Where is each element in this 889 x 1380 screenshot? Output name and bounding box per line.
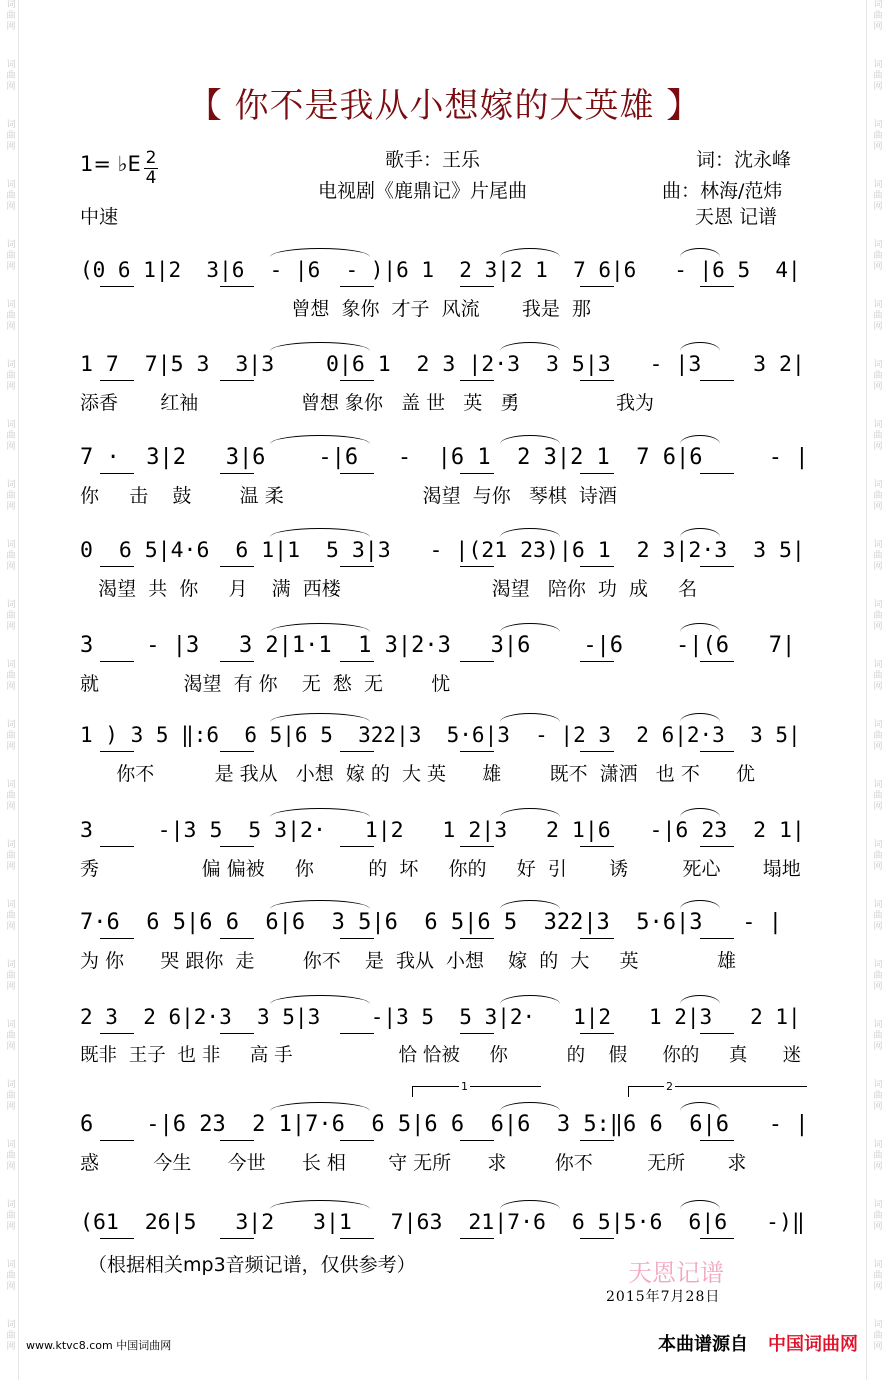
slur-mark <box>500 900 560 909</box>
slur-mark <box>270 808 370 817</box>
beat-underline <box>340 938 374 939</box>
beat-underline <box>100 1238 134 1239</box>
slur-mark <box>500 713 560 722</box>
slur-mark <box>680 713 720 722</box>
lyric-line: 为 你 哭 跟你 走 你不 是 我从 小想 嫁 的 大 英 雄 <box>80 950 737 972</box>
beat-underline <box>220 566 254 567</box>
volta-first-number: 1 <box>461 1080 468 1093</box>
beat-underline <box>460 473 494 474</box>
watermark-text: 词 曲 网 <box>873 60 883 92</box>
lyric-line: 曾想 象你 才子 风流 我是 那 <box>80 298 591 320</box>
transcriber-stamp: 天恩记谱 <box>628 1259 724 1287</box>
source: 电视剧《鹿鼎记》片尾曲 <box>318 180 528 202</box>
slur-mark <box>500 1102 560 1111</box>
lyric-line: 你不 是 我从 小想 嫁 的 大 英 雄 既不 潇洒 也 不 优 <box>80 763 756 785</box>
slur-mark <box>270 435 370 444</box>
beat-underline <box>580 380 614 381</box>
beat-underline <box>340 380 374 381</box>
watermark-text: 词 曲 网 <box>873 300 883 332</box>
slur-mark <box>270 528 370 537</box>
slur-mark <box>680 995 720 1004</box>
beat-underline <box>460 1033 494 1034</box>
slur-mark <box>680 808 720 817</box>
watermark-text: 词 曲 网 <box>873 960 883 992</box>
margin-guide-left <box>18 0 19 1380</box>
watermark-text: 词 曲 网 <box>873 360 883 392</box>
slur-mark <box>500 248 560 257</box>
time-signature-top: 2 <box>145 148 157 168</box>
watermark-text: 词 曲 网 <box>6 1320 16 1352</box>
beat-underline <box>100 1033 134 1034</box>
lyric-line: 既非 王子 也 非 高 手 恰 恰被 你 的 假 你的 真 迷 <box>80 1045 802 1066</box>
beat-underline <box>340 473 374 474</box>
beat-underline <box>340 1238 374 1239</box>
beat-underline <box>100 938 134 939</box>
note-line: (0 6 1|2 3|6 - |6 - )|6 1 2 3|2 1 7 6|6 - |6 5 4| <box>80 258 801 282</box>
beat-underline <box>580 846 614 847</box>
watermark-text: 词 曲 网 <box>6 60 16 92</box>
beat-underline <box>460 938 494 939</box>
beat-underline <box>700 473 734 474</box>
beat-underline <box>580 1033 614 1034</box>
lyric-line: 惑 今生 今世 长 相 守 无所 求 你不 无所 求 <box>80 1152 747 1174</box>
lyric-line: 渴望 共 你 月 满 西楼 渴望 陪你 功 成 名 <box>80 578 698 600</box>
watermark-text: 词 曲 网 <box>6 840 16 872</box>
watermark-text: 词 曲 网 <box>6 0 16 32</box>
beat-underline <box>460 286 494 287</box>
slur-mark <box>680 1200 720 1209</box>
footer-site-name[interactable]: 中国词曲网 <box>768 1334 858 1355</box>
beat-underline <box>100 846 134 847</box>
lyric-line: 就 渴望 有 你 无 愁 无 忧 <box>80 673 451 695</box>
slur-mark <box>270 713 370 722</box>
beat-underline <box>700 380 734 381</box>
beat-underline <box>580 938 614 939</box>
transcription-date: 2015年7月28日 <box>606 1289 721 1305</box>
composer: 曲：林海/范炜 <box>662 180 783 202</box>
slur-mark <box>500 342 560 351</box>
watermark-text: 词 曲 网 <box>6 1260 16 1292</box>
slur-mark <box>680 623 720 632</box>
beat-underline <box>700 286 734 287</box>
beat-underline <box>220 1033 254 1034</box>
note-line: 3 - |3 3 2|1·1 1 3|2·3 3|6 -|6 -|(6 7| <box>80 633 796 658</box>
beat-underline <box>100 473 134 474</box>
watermark-text: 词 曲 网 <box>873 1020 883 1052</box>
beat-underline <box>220 1238 254 1239</box>
watermark-text: 词 曲 网 <box>873 0 883 32</box>
watermark-text: 词 曲 网 <box>6 120 16 152</box>
slur-mark <box>680 342 720 351</box>
beat-underline <box>220 938 254 939</box>
footer-source-label: 本曲谱源自 <box>658 1334 748 1355</box>
beat-underline <box>460 1140 494 1141</box>
watermark-text: 词 曲 网 <box>6 600 16 632</box>
watermark-text: 词 曲 网 <box>6 180 16 212</box>
beat-underline <box>340 751 374 752</box>
beat-underline <box>220 846 254 847</box>
beat-underline <box>580 751 614 752</box>
beat-underline <box>340 1033 374 1034</box>
note-line: (61 26|5 3|2 3|1 7|63 21|7·6 6 5|5·6 6|6 -)‖ <box>80 1210 805 1235</box>
lyric-line: 秀 偏 偏被 你 的 坏 你的 好 引 诱 死心 塌地 <box>80 858 801 880</box>
slur-mark <box>270 623 370 632</box>
beat-underline <box>580 1140 614 1141</box>
watermark-text: 词 曲 网 <box>873 660 883 692</box>
volta-second <box>628 1086 807 1097</box>
tempo: 中速 <box>80 206 119 228</box>
slur-mark <box>270 1102 370 1111</box>
watermark-text: 词 曲 网 <box>6 1080 16 1112</box>
note-line: 0 6 5|4·6 6 1|1 5 3|3 - |(21 23)|6 1 2 3|2·3 3 5| <box>80 538 805 563</box>
watermark-text: 词 曲 网 <box>6 720 16 752</box>
watermark-text: 词 曲 网 <box>873 480 883 512</box>
transcription-note: （根据相关mp3音频记谱，仅供参考） <box>88 1254 416 1276</box>
beat-underline <box>700 661 734 662</box>
watermark-text: 词 曲 网 <box>873 420 883 452</box>
beat-underline <box>580 473 614 474</box>
beat-underline <box>460 661 494 662</box>
beat-underline <box>220 286 254 287</box>
beat-underline <box>340 661 374 662</box>
lyricist: 词：沈永峰 <box>696 149 792 171</box>
beat-underline <box>700 938 734 939</box>
volta-second-number: 2 <box>666 1080 673 1093</box>
beat-underline <box>700 846 734 847</box>
watermark-right <box>871 0 885 1380</box>
slur-mark <box>680 900 720 909</box>
watermark-text: 词 曲 网 <box>873 840 883 872</box>
beat-underline <box>580 286 614 287</box>
beat-underline <box>460 751 494 752</box>
beat-underline <box>100 661 134 662</box>
time-signature-bottom: 4 <box>145 168 157 188</box>
slur-mark <box>270 1200 370 1209</box>
slur-mark <box>500 528 560 537</box>
watermark-text: 词 曲 网 <box>873 540 883 572</box>
beat-underline <box>220 380 254 381</box>
beat-underline <box>460 380 494 381</box>
slur-mark <box>270 995 370 1004</box>
beat-underline <box>700 1033 734 1034</box>
watermark-text: 词 曲 网 <box>6 960 16 992</box>
watermark-text: 词 曲 网 <box>6 360 16 392</box>
beat-underline <box>100 380 134 381</box>
beat-underline <box>220 473 254 474</box>
beat-underline <box>580 566 614 567</box>
slur-mark <box>680 1102 720 1111</box>
watermark-text: 词 曲 网 <box>6 780 16 812</box>
beat-underline <box>700 566 734 567</box>
watermark-text: 词 曲 网 <box>873 1260 883 1292</box>
lyric-line: 添香 红袖 曾想 象你 盖 世 英 勇 我为 <box>80 392 655 414</box>
lyric-line: 你 击 鼓 温 柔 渴望 与你 琴棋 诗酒 <box>80 485 617 507</box>
key-signature: 1= ♭E <box>80 152 141 176</box>
watermark-text: 词 曲 网 <box>6 540 16 572</box>
beat-underline <box>340 846 374 847</box>
beat-underline <box>460 1238 494 1239</box>
watermark-text: 词 曲 网 <box>6 660 16 692</box>
watermark-text: 词 曲 网 <box>873 900 883 932</box>
watermark-text: 词 曲 网 <box>6 1200 16 1232</box>
note-line: 6 -|6 23 2 1|7·6 6 5|6 6 6|6 3 5:‖6 6 6|6 - | <box>80 1112 809 1137</box>
watermark-text: 词 曲 网 <box>873 180 883 212</box>
watermark-text: 词 曲 网 <box>6 900 16 932</box>
singer: 歌手：王乐 <box>385 149 481 171</box>
slur-mark <box>270 900 370 909</box>
watermark-text: 词 曲 网 <box>6 420 16 452</box>
slur-mark <box>680 435 720 444</box>
slur-mark <box>270 342 370 351</box>
beat-underline <box>100 286 134 287</box>
beat-underline <box>100 751 134 752</box>
beat-underline <box>580 661 614 662</box>
note-line: 2 3 2 6|2·3 3 5|3 -|3 5 5 3|2· 1|2 1 2|3 2 1| <box>80 1005 801 1029</box>
beat-underline <box>100 1140 134 1141</box>
beat-underline <box>700 751 734 752</box>
watermark-text: 词 曲 网 <box>6 1020 16 1052</box>
time-signature <box>144 150 158 187</box>
slur-mark <box>500 1200 560 1209</box>
beat-underline <box>460 566 494 567</box>
watermark-left <box>4 0 18 1380</box>
note-line: 7 · 3|2 3|6 -|6 - |6 1 2 3|2 1 7 6|6 - | <box>80 445 809 470</box>
note-line: 1 7 7|5 3 3|3 0|6 1 2 3 |2·3 3 5|3 - |3 3 2| <box>80 352 805 377</box>
beat-underline <box>700 1238 734 1239</box>
watermark-text: 词 曲 网 <box>873 720 883 752</box>
beat-underline <box>340 566 374 567</box>
watermark-text: 词 曲 网 <box>873 780 883 812</box>
slur-mark <box>500 623 560 632</box>
slur-mark <box>270 248 370 257</box>
beat-underline <box>340 1140 374 1141</box>
watermark-text: 词 曲 网 <box>873 1320 883 1352</box>
watermark-text: 词 曲 网 <box>6 480 16 512</box>
beat-underline <box>700 1140 734 1141</box>
beat-underline <box>100 566 134 567</box>
slur-mark <box>500 435 560 444</box>
beat-underline <box>220 751 254 752</box>
margin-guide-right <box>866 0 867 1380</box>
watermark-text: 词 曲 网 <box>873 1140 883 1172</box>
watermark-text: 词 曲 网 <box>6 300 16 332</box>
slur-mark <box>680 528 720 537</box>
watermark-text: 词 曲 网 <box>6 240 16 272</box>
note-line: 7·6 6 5|6 6 6|6 3 5|6 6 5|6 5 322|3 5·6|3 - | <box>80 910 782 935</box>
watermark-text: 词 曲 网 <box>873 600 883 632</box>
beat-underline <box>340 286 374 287</box>
volta-first <box>412 1086 541 1097</box>
beat-underline <box>220 1140 254 1141</box>
beat-underline <box>220 661 254 662</box>
note-line: 3 -|3 5 5 3|2· 1|2 1 2|3 2 1|6 -|6 23 2 1| <box>80 818 805 843</box>
footer-website[interactable]: www.ktvc8.com 中国词曲网 <box>26 1339 172 1352</box>
slur-mark <box>500 808 560 817</box>
beat-underline <box>580 1238 614 1239</box>
watermark-text: 词 曲 网 <box>873 240 883 272</box>
note-line: 1 ) 3 5 ‖:6 6 5|6 5 322|3 5·6|3 - |2 3 2 6|2·3 3 5| <box>80 723 801 747</box>
song-title: 【 你不是我从小想嫁的大英雄 】 <box>187 86 702 126</box>
slur-mark <box>500 995 560 1004</box>
slur-mark <box>680 248 720 257</box>
watermark-text: 词 曲 网 <box>873 1080 883 1112</box>
watermark-text: 词 曲 网 <box>6 1140 16 1172</box>
watermark-text: 词 曲 网 <box>873 1200 883 1232</box>
beat-underline <box>460 846 494 847</box>
transcriber: 天恩 记谱 <box>695 206 778 228</box>
watermark-text: 词 曲 网 <box>873 120 883 152</box>
